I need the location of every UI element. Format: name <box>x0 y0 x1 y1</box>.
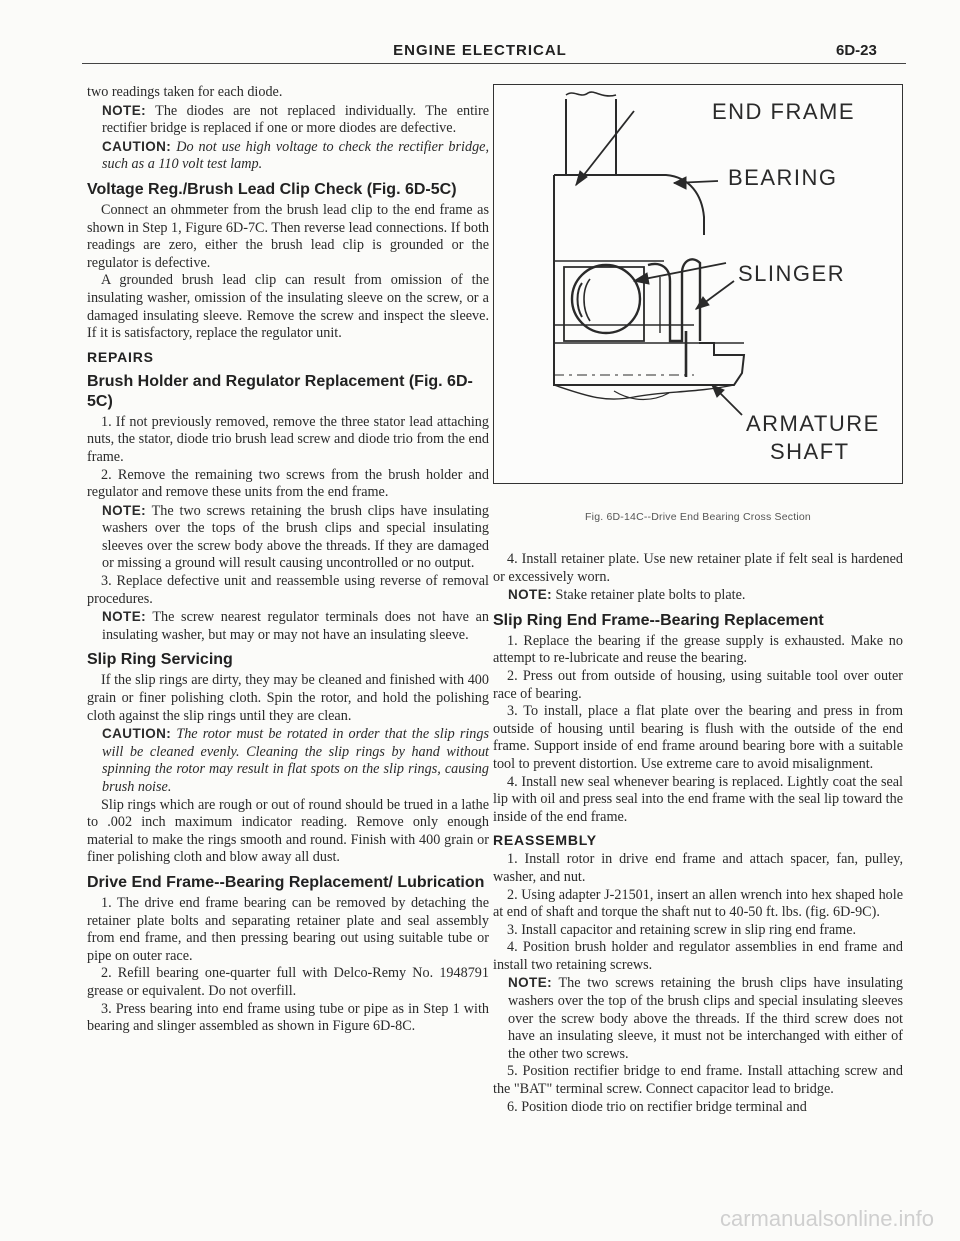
note-label: NOTE: <box>102 609 146 625</box>
note-label: NOTE: <box>508 587 552 603</box>
paragraph: Connect an ohmmeter from the brush lead clip to the end frame as shown in Step 1, Figure 6D-7C. Then reverse lead connections. If both readings are zero, either the brush lead clip is grounded or the regulator is defective. <box>87 201 489 271</box>
paragraph: Slip rings which are rough or out of round should be trued in a lathe to .002 inch maximum indicator reading. Remove only enough material to make the rings smooth and round. Finish with 400 grain or finer polishing cloth and blow away all dust. <box>87 796 489 866</box>
note-text: The two screws retaining the brush clips have insulating washers over the tops of the brush clips and special insulating sleeves over the screw body above the threads. If they are damaged or missing a ground will result causing uncontrolled or no output. <box>102 502 489 572</box>
step: 3. Install capacitor and retaining screw in slip ring end frame. <box>507 921 857 938</box>
watermark: carmanualsonline.info <box>720 1206 935 1231</box>
bearing-cross-section-figure <box>493 84 903 484</box>
step: 3. To install, place a flat plate over the bearing and press in from outside of housing until bearing is flush with the outside of the end frame. Support inside of end frame around bearing bore with a suitable tool to prevent distortion. Use extreme care to avoid misalignment. <box>493 703 903 772</box>
bearing-diagram <box>494 85 901 482</box>
end-frame-body-outline <box>554 175 744 385</box>
section-heading-drive-end-frame: Drive End Frame--Bearing Replacement/ Lubrication <box>87 873 485 891</box>
note-label: NOTE: <box>102 502 146 518</box>
leader-arrows <box>576 111 742 415</box>
step: 4. Position brush holder and regulator assemblies in end frame and install two retaining screws. <box>493 939 903 973</box>
note-block <box>102 502 489 573</box>
note-text: The screw nearest regulator terminals does not have an insulating washer, but may or may not have an insulating sleeve. <box>102 609 489 643</box>
caution-text: The rotor must be rotated in order that the slip rings will be cleaned evenly. Cleaning the slip rings by hand without spinning the rotor may result in flat spots on the slip rings, causing brush noise. <box>102 726 490 795</box>
caution-text: Do not use high voltage to check the rectifier bridge, such as a 110 volt test lamp. <box>102 138 490 173</box>
step: 3. Press bearing into end frame using tube or pipe as in Step 1 with bearing and slinger assembled as shown in Figure 6D-8C. <box>87 1000 489 1035</box>
note-text: The two screws retaining the brush clips have insulating washers over the top of the brush clips and special insulating sleeves over the screw body above the threads. If the third screw does not have an insulating sleeve, it must not be interchanged with either of the other two screws. <box>508 975 903 1062</box>
note-label: NOTE: <box>102 102 146 118</box>
step: 2. Refill bearing one-quarter full with Delco-Remy No. 1948791 grease or equivalent. Do not overfill. <box>87 965 489 999</box>
running-header-title: ENGINE ELECTRICAL <box>393 42 567 59</box>
section-heading-repairs: REPAIRS <box>87 348 154 365</box>
step: 5. Position rectifier bridge to end frame. Install attaching screw and the "BAT" terminal screw. Connect capacitor lead to bridge. <box>493 1063 903 1098</box>
right-column-text <box>493 551 903 1116</box>
label-bearing: BEARING <box>728 165 838 190</box>
bearing-ball <box>572 265 640 333</box>
paragraph: If the slip rings are dirty, they may be cleaned and finished with 400 grain or finer polishing cloth. Spin the rotor, and hold the polishing cloth against the slip rings until they are clean. <box>87 672 489 724</box>
section-heading-slip-ring-end-frame: Slip Ring End Frame--Bearing Replacement <box>493 611 824 629</box>
note-text: The diodes are not replaced individually. The entire rectifier bridge is replaced if one or more diodes are defective. <box>102 102 489 137</box>
caution-label: CAUTION: <box>102 726 172 742</box>
section-heading-slip-ring-servicing: Slip Ring Servicing <box>87 651 233 669</box>
step: 2. Remove the remaining two screws from the brush holder and regulator and remove these units from the end frame. <box>87 466 489 501</box>
step: 6. Position diode trio on rectifier bridge terminal and <box>507 1098 807 1115</box>
caution-block <box>102 138 489 174</box>
left-column <box>87 84 489 1036</box>
caution-block <box>102 725 489 796</box>
section-heading-reassembly: REASSEMBLY <box>493 832 597 849</box>
step: 3. Replace defective unit and reassemble using reverse of removal procedures. <box>87 573 489 607</box>
section-heading-voltage-reg: Voltage Reg./Brush Lead Clip Check (Fig. 6D-5C) <box>87 180 457 198</box>
step: 2. Press out from outside of housing, using suitable tool over outer race of bearing. <box>493 667 903 702</box>
step: 4. Install retainer plate. Use new retainer plate if felt seal is hardened or excessively worn. <box>493 551 903 585</box>
paragraph: A grounded brush lead clip can result from omission of the insulating washer, omission of the insulating sleeve on the screw, or a damaged insulating sleeve. Remove the screw and inspect the sleeve. If it is satisfactory, replace the regulator unit. <box>87 272 489 342</box>
note-block <box>508 974 903 1063</box>
step: 2. Using adapter J-21501, insert an allen wrench into hex shaped hole at end of shaft and torque the shaft nut to 40-50 ft. lbs. (fig. 6D-9C). <box>493 886 903 921</box>
header-rule <box>82 63 906 64</box>
label-end-frame: END FRAME <box>712 99 856 124</box>
label-slinger: SLINGER <box>738 261 846 286</box>
step: 4. Install new seal whenever bearing is replaced. Lightly coat the seal lip with oil and press seal into the end frame with the seal lip toward the inside of the end frame. <box>493 773 903 825</box>
step: 1. Replace the bearing if the grease supply is exhausted. Make no attempt to re-lubricate and reuse the bearing. <box>493 632 903 667</box>
break-line <box>566 92 616 96</box>
caution-label: CAUTION: <box>102 138 172 154</box>
note-text: Stake retainer plate bolts to plate. <box>552 587 746 604</box>
note-label: NOTE: <box>508 975 552 991</box>
note-block <box>508 586 903 605</box>
page-number: 6D-23 <box>836 42 877 59</box>
label-shaft: SHAFT <box>770 439 850 464</box>
paragraph: two readings taken for each diode. <box>87 84 283 100</box>
note-block <box>102 608 489 644</box>
step: 1. The drive end frame bearing can be removed by detaching the retainer plate bolts and separating retainer plate and seal assembly from end frame, and then pressing bearing out using suitable tube or pipe on outer race. <box>87 894 489 964</box>
note-block <box>102 102 489 138</box>
section-heading-brush-holder: Brush Holder and Regulator Replacement (Fig. 6D-5C) <box>87 372 473 410</box>
step: 1. Install rotor in drive end frame and attach spacer, fan, pulley, washer, and nut. <box>493 851 903 885</box>
figure-caption: Fig. 6D-14C--Drive End Bearing Cross Section <box>585 511 811 523</box>
slinger-outline <box>648 259 700 341</box>
end-frame-neck-outline <box>566 99 616 175</box>
step: 1. If not previously removed, remove the three stator lead attaching nuts, the stator, diode trio brush lead screw and diode trio from the end frame. <box>87 413 489 465</box>
label-armature: ARMATURE <box>746 411 880 436</box>
